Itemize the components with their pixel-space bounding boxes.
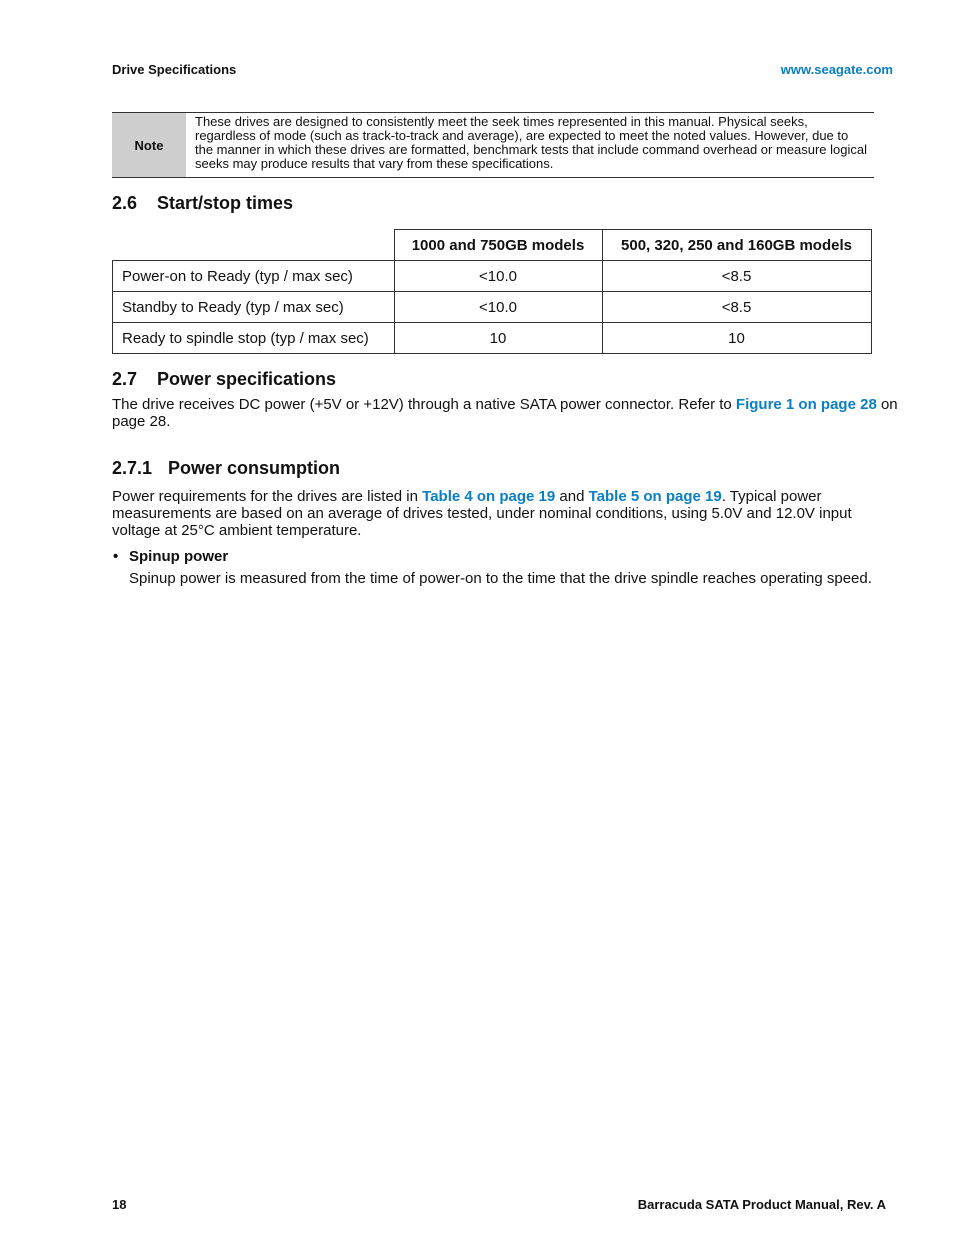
table-row [113, 261, 872, 292]
table-row-label: Power-on to Ready (typ / max sec) [113, 261, 395, 292]
page-number: 18 [112, 1197, 127, 1212]
note-text: These drives are designed to consistently meet the seek times represented in this manual. Physical seeks, regardless of mode (such as track-to-track and average), are expected to meet the noted values. However, due to the manner in which these drives are formatted, benchmark tests that include command overhead or measure logical seeks may produce results that vary from these specifications. [195, 114, 868, 171]
table-4-link[interactable]: Table 4 on page 19 [422, 488, 556, 505]
table-cell: <10.0 [394, 261, 602, 292]
table-header-cell: 500, 320, 250 and 160GB models [602, 230, 871, 261]
section-title: Power specifications [157, 369, 337, 389]
section-2-7-1-heading [112, 458, 340, 479]
bullet-description: Spinup power is measured from the time of power-on to the time that the drive spindle reaches operating speed. [129, 570, 872, 587]
table-row-label: Standby to Ready (typ / max sec) [113, 292, 395, 323]
table-cell: 10 [602, 323, 871, 354]
section-number: 2.6 [112, 193, 138, 213]
note-box [112, 112, 874, 178]
section-2-7-heading [112, 369, 336, 390]
bullet-title: Spinup power [129, 548, 229, 565]
table-header-row [113, 230, 872, 261]
section-number: 2.7 [112, 369, 138, 389]
figure-1-link[interactable]: Figure 1 on page 28 [735, 396, 877, 413]
table-cell: <8.5 [602, 292, 871, 323]
paragraph-text: . Typical power measurements are based on an average of drives tested, under nominal conditions, using 5.0V and 12.0V input voltage at 25°C ambient temperature. [112, 488, 852, 539]
section-title: Start/stop times [157, 193, 294, 213]
bullet-item [113, 548, 228, 565]
website-link[interactable]: www.seagate.com [780, 62, 893, 77]
note-label: Note [112, 113, 186, 177]
table-row [113, 292, 872, 323]
table-cell: <10.0 [394, 292, 602, 323]
paragraph-text: on page 28. [112, 396, 898, 430]
power-consumption-paragraph [112, 488, 902, 539]
paragraph-text: Power requirements for the drives are listed in [112, 488, 423, 505]
table-header-cell: 1000 and 750GB models [394, 230, 602, 261]
power-specifications-paragraph [112, 396, 902, 430]
start-stop-times-table [112, 229, 872, 354]
table-header-cell [113, 230, 395, 261]
running-header-section: Drive Specifications [112, 62, 237, 77]
section-number: 2.7.1 [112, 458, 153, 478]
table-row-label: Ready to spindle stop (typ / max sec) [113, 323, 395, 354]
section-title: Power consumption [168, 458, 341, 478]
table-row [113, 323, 872, 354]
table-5-link[interactable]: Table 5 on page 19 [588, 488, 722, 505]
paragraph-text: The drive receives DC power (+5V or +12V) through a native SATA power connector. Refer to [112, 396, 736, 413]
manual-title: Barracuda SATA Product Manual, Rev. A [637, 1197, 886, 1212]
table-cell: 10 [394, 323, 602, 354]
section-2-6-heading [112, 193, 293, 214]
table-cell: <8.5 [602, 261, 871, 292]
bullet-marker: • [113, 548, 119, 565]
paragraph-text: and [555, 488, 589, 505]
